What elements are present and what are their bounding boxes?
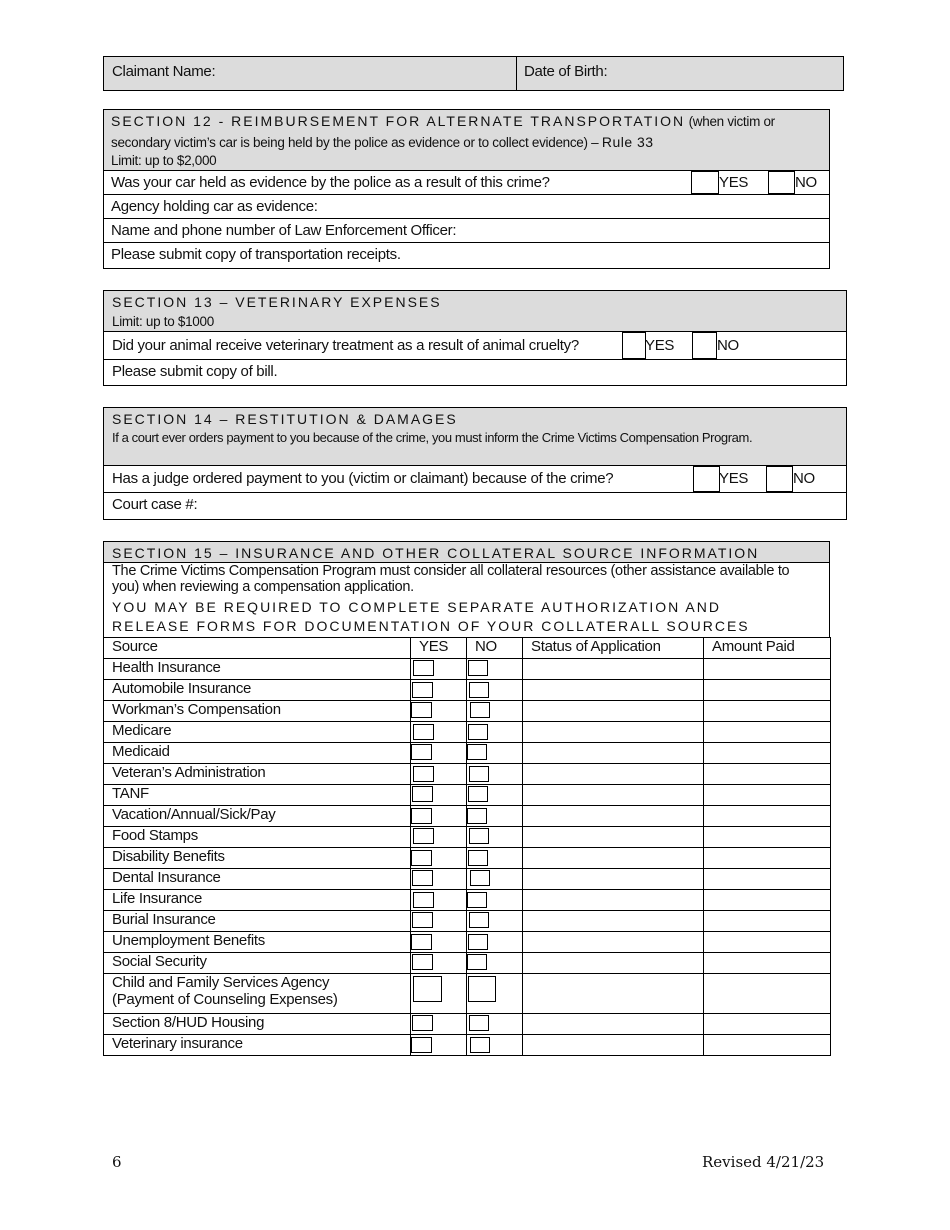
status-cell[interactable] [523, 869, 704, 890]
amount-cell[interactable] [704, 911, 831, 932]
no-cell [467, 932, 523, 953]
yes-checkbox[interactable] [413, 724, 434, 740]
section-14-question: Has a judge ordered payment to you (victim or claimant) because of the crime? [112, 470, 614, 487]
section-14-yes-label: YES [719, 470, 749, 487]
source-cell: Automobile Insurance [104, 680, 411, 701]
status-cell[interactable] [523, 848, 704, 869]
section-13-question: Did your animal receive veterinary treatment as a result of animal cruelty? [112, 337, 579, 354]
yes-cell [411, 722, 467, 743]
source-cell: Section 8/HUD Housing [104, 1014, 411, 1035]
status-cell[interactable] [523, 722, 704, 743]
no-cell [467, 659, 523, 680]
yes-checkbox[interactable] [413, 660, 434, 676]
section-13-bill-row [103, 359, 847, 386]
yes-cell [411, 680, 467, 701]
section-14-note: If a court ever orders payment to you because of the crime, you must inform the Crime Victims Compensation Program. [112, 430, 753, 445]
no-cell [467, 785, 523, 806]
amount-cell[interactable] [704, 848, 831, 869]
no-cell [467, 848, 523, 869]
yes-cell [411, 932, 467, 953]
no-cell [467, 974, 523, 1014]
yes-checkbox[interactable] [413, 976, 442, 1002]
no-checkbox[interactable] [468, 786, 488, 802]
section-12-officer-label: Name and phone number of Law Enforcement Officer: [111, 222, 457, 239]
status-cell[interactable] [523, 701, 704, 722]
date-of-birth-label: Date of Birth: [524, 63, 608, 80]
no-checkbox[interactable] [467, 892, 487, 908]
source-cell: Medicare [104, 722, 411, 743]
section-12-agency-label: Agency holding car as evidence: [111, 198, 318, 215]
no-checkbox[interactable] [468, 976, 496, 1002]
table-row [104, 827, 831, 848]
section-12-yes-label: YES [719, 174, 749, 191]
source-cell: Social Security [104, 953, 411, 974]
claimant-name-label: Claimant Name: [112, 63, 216, 80]
yes-checkbox[interactable] [412, 786, 433, 802]
yes-checkbox[interactable] [413, 892, 434, 908]
collateral-sources-table [103, 637, 831, 1056]
yes-cell [411, 1014, 467, 1035]
source-cell: Child and Family Services Agency (Payment of Counseling Expenses) [104, 974, 411, 1014]
no-checkbox[interactable] [470, 702, 490, 718]
no-cell [467, 806, 523, 827]
table-row [104, 743, 831, 764]
yes-cell [411, 764, 467, 785]
yes-checkbox[interactable] [411, 934, 432, 950]
section-14 [103, 407, 847, 520]
section-13-question-row [103, 331, 847, 360]
no-checkbox[interactable] [468, 934, 488, 950]
section-14-header [103, 407, 847, 466]
no-cell [467, 764, 523, 785]
status-cell[interactable] [523, 1035, 704, 1056]
no-checkbox[interactable] [469, 766, 489, 782]
source-cell: Medicaid [104, 743, 411, 764]
column-header-status: Status of Application [523, 638, 704, 659]
no-cell [467, 680, 523, 701]
yes-cell [411, 953, 467, 974]
yes-cell [411, 701, 467, 722]
no-cell [467, 911, 523, 932]
status-cell[interactable] [523, 1014, 704, 1035]
section-13 [103, 290, 847, 386]
section-13-yes-label: YES [645, 337, 675, 354]
status-cell[interactable] [523, 659, 704, 680]
amount-cell[interactable] [704, 1035, 831, 1056]
section-14-no-label: NO [793, 470, 815, 487]
source-cell: TANF [104, 785, 411, 806]
section-13-no-label: NO [717, 337, 739, 354]
no-checkbox[interactable] [470, 870, 490, 886]
column-header-no: NO [467, 638, 523, 659]
yes-cell [411, 848, 467, 869]
status-cell[interactable] [523, 764, 704, 785]
section-12-yes-checkbox[interactable] [691, 171, 719, 194]
section-15-intro: The Crime Victims Compensation Program must consider all collateral resources (other assistance available to you) when reviewing a compensation application. [112, 563, 790, 595]
column-header-yes: YES [411, 638, 467, 659]
table-row [104, 974, 831, 1014]
status-cell[interactable] [523, 932, 704, 953]
yes-checkbox[interactable] [412, 912, 433, 928]
no-checkbox[interactable] [469, 828, 489, 844]
no-checkbox[interactable] [469, 912, 489, 928]
yes-checkbox[interactable] [411, 702, 432, 718]
yes-checkbox[interactable] [413, 766, 434, 782]
amount-cell[interactable] [704, 869, 831, 890]
source-cell: Health Insurance [104, 659, 411, 680]
source-cell: Dental Insurance [104, 869, 411, 890]
table-row [104, 953, 831, 974]
no-checkbox[interactable] [467, 808, 487, 824]
section-12-header [103, 109, 830, 171]
column-header-amount: Amount Paid [704, 638, 831, 659]
section-14-question-row [103, 465, 847, 493]
amount-cell[interactable] [704, 764, 831, 785]
status-cell[interactable] [523, 680, 704, 701]
table-row [104, 806, 831, 827]
yes-checkbox[interactable] [412, 954, 433, 970]
no-cell [467, 869, 523, 890]
amount-cell[interactable] [704, 1014, 831, 1035]
table-row [104, 701, 831, 722]
section-15-warning: YOU MAY BE REQUIRED TO COMPLETE SEPARATE AUTHORIZATION AND RELEASE FORMS FOR DOCUMENTATION OF YOUR COLLATERALL SOURCES [112, 599, 750, 634]
no-checkbox[interactable] [469, 682, 489, 698]
yes-checkbox[interactable] [411, 1037, 432, 1053]
section-12-question-row [103, 170, 830, 195]
no-cell [467, 953, 523, 974]
section-12-no-label: NO [795, 174, 817, 191]
yes-cell [411, 785, 467, 806]
section-15-header [103, 541, 830, 563]
table-header-row [104, 638, 831, 659]
yes-checkbox[interactable] [411, 850, 432, 866]
section-12-title: SECTION 12 - REIMBURSEMENT FOR ALTERNATE TRANSPORTATION [111, 113, 686, 129]
table-row [104, 1035, 831, 1056]
amount-cell[interactable] [704, 722, 831, 743]
section-12-limit: Limit: up to $2,000 [111, 153, 217, 168]
yes-cell [411, 890, 467, 911]
section-14-court-case-label: Court case #: [112, 496, 198, 513]
yes-cell [411, 911, 467, 932]
no-cell [467, 1014, 523, 1035]
amount-cell[interactable] [704, 974, 831, 1014]
no-checkbox[interactable] [468, 724, 488, 740]
amount-cell[interactable] [704, 932, 831, 953]
amount-cell[interactable] [704, 680, 831, 701]
yes-cell [411, 743, 467, 764]
yes-cell [411, 659, 467, 680]
amount-cell[interactable] [704, 659, 831, 680]
no-cell [467, 701, 523, 722]
source-cell: Life Insurance [104, 890, 411, 911]
source-cell: Unemployment Benefits [104, 932, 411, 953]
claimant-name-field[interactable] [104, 57, 517, 90]
table-row [104, 659, 831, 680]
status-cell[interactable] [523, 827, 704, 848]
section-14-yes-checkbox[interactable] [693, 466, 720, 492]
source-cell: Food Stamps [104, 827, 411, 848]
amount-cell[interactable] [704, 785, 831, 806]
source-cell: Workman’s Compensation [104, 701, 411, 722]
no-checkbox[interactable] [470, 1037, 490, 1053]
source-cell: Veteran’s Administration [104, 764, 411, 785]
table-row [104, 680, 831, 701]
source-cell: Burial Insurance [104, 911, 411, 932]
yes-cell [411, 1035, 467, 1056]
no-checkbox[interactable] [468, 850, 488, 866]
status-cell[interactable] [523, 806, 704, 827]
section-13-title: SECTION 13 – VETERINARY EXPENSES [112, 294, 442, 310]
amount-cell[interactable] [704, 890, 831, 911]
status-cell[interactable] [523, 743, 704, 764]
amount-cell[interactable] [704, 743, 831, 764]
section-12-officer-field[interactable] [103, 218, 830, 243]
yes-checkbox[interactable] [412, 682, 433, 698]
status-cell[interactable] [523, 890, 704, 911]
table-row [104, 785, 831, 806]
yes-cell [411, 806, 467, 827]
no-cell [467, 743, 523, 764]
revised-date: Revised 4/21/23 [702, 1153, 825, 1171]
amount-cell[interactable] [704, 701, 831, 722]
amount-cell[interactable] [704, 827, 831, 848]
amount-cell[interactable] [704, 806, 831, 827]
no-checkbox[interactable] [467, 954, 487, 970]
table-row [104, 722, 831, 743]
section-13-no-checkbox[interactable] [692, 332, 717, 359]
no-cell [467, 827, 523, 848]
table-row [104, 911, 831, 932]
section-13-header [103, 290, 847, 332]
status-cell[interactable] [523, 953, 704, 974]
yes-checkbox[interactable] [411, 808, 432, 824]
no-checkbox[interactable] [468, 660, 488, 676]
no-cell [467, 1035, 523, 1056]
section-13-bill-note: Please submit copy of bill. [112, 363, 278, 380]
status-cell[interactable] [523, 974, 704, 1014]
section-12-agency-field[interactable] [103, 194, 830, 219]
section-14-no-checkbox[interactable] [766, 466, 793, 492]
claimant-header [103, 56, 844, 91]
source-cell: Vacation/Annual/Sick/Pay [104, 806, 411, 827]
yes-checkbox[interactable] [411, 744, 432, 760]
table-row [104, 1014, 831, 1035]
section-12 [103, 109, 830, 269]
page-number: 6 [112, 1153, 122, 1171]
table-row [104, 932, 831, 953]
yes-cell [411, 869, 467, 890]
table-row [104, 869, 831, 890]
no-checkbox[interactable] [467, 744, 487, 760]
no-cell [467, 890, 523, 911]
status-cell[interactable] [523, 785, 704, 806]
yes-checkbox[interactable] [413, 828, 434, 844]
no-cell [467, 722, 523, 743]
date-of-birth-field[interactable] [517, 57, 843, 90]
section-12-question: Was your car held as evidence by the police as a result of this crime? [111, 174, 550, 191]
section-15-title: SECTION 15 – INSURANCE AND OTHER COLLATERAL SOURCE INFORMATION [112, 545, 760, 561]
no-checkbox[interactable] [469, 1015, 489, 1031]
status-cell[interactable] [523, 911, 704, 932]
source-cell: Veterinary insurance [104, 1035, 411, 1056]
section-12-no-checkbox[interactable] [768, 171, 795, 194]
section-15-intro-box [103, 562, 830, 638]
section-12-title-note: (when victim or secondary victim’s car is being held by the police as evidence or to collect evidence) – [111, 114, 775, 150]
table-row [104, 848, 831, 869]
table-row [104, 890, 831, 911]
yes-checkbox[interactable] [412, 870, 433, 886]
section-14-court-case-field[interactable] [103, 492, 847, 520]
section-13-yes-checkbox[interactable] [622, 332, 646, 359]
source-cell: Disability Benefits [104, 848, 411, 869]
yes-cell [411, 827, 467, 848]
yes-checkbox[interactable] [412, 1015, 433, 1031]
section-12-receipts-note: Please submit copy of transportation receipts. [111, 246, 401, 263]
table-row [104, 764, 831, 785]
section-12-receipts-row [103, 242, 830, 269]
yes-cell [411, 974, 467, 1014]
section-14-title: SECTION 14 – RESTITUTION & DAMAGES [112, 411, 458, 427]
amount-cell[interactable] [704, 953, 831, 974]
section-12-rule: Rule 33 [601, 134, 654, 150]
column-header-source: Source [104, 638, 411, 659]
section-13-limit: Limit: up to $1000 [112, 314, 214, 329]
